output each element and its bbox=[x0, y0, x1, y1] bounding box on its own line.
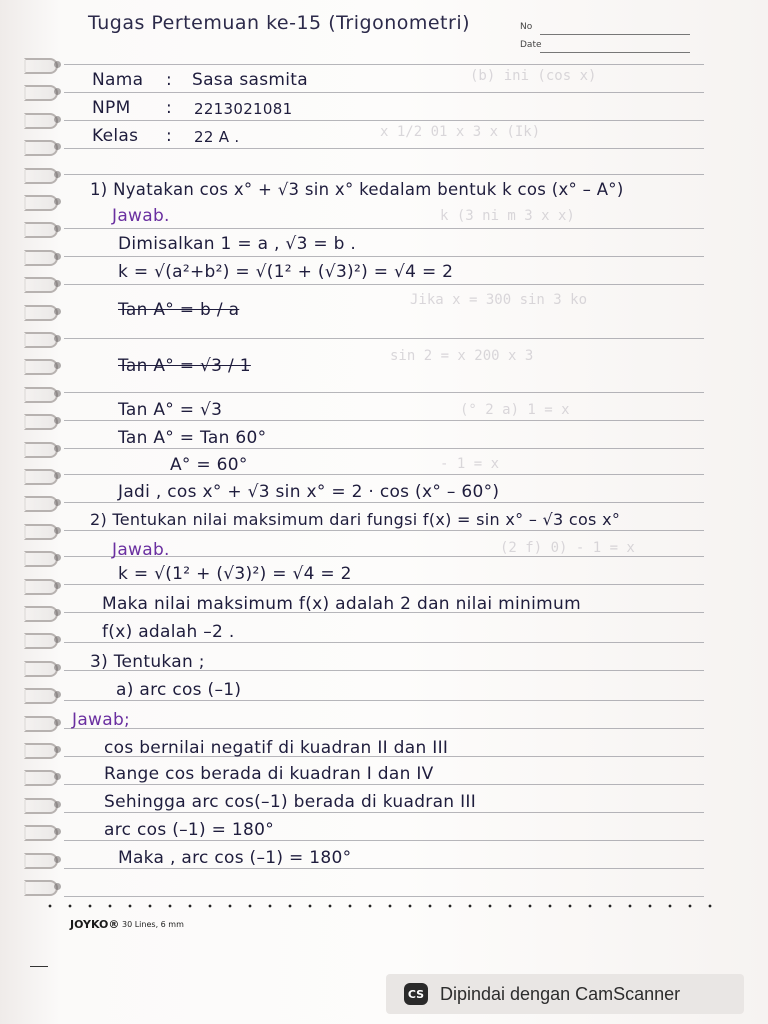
binding-hole bbox=[54, 609, 61, 616]
answer-line: A° = 60° bbox=[170, 455, 248, 475]
binding-hole bbox=[54, 445, 61, 452]
answer-line: Sehingga arc cos(–1) berada di kuadran III bbox=[104, 792, 477, 812]
binding-hole bbox=[54, 582, 61, 589]
binding-hole bbox=[54, 719, 61, 726]
date-label: Date bbox=[520, 40, 542, 50]
answer-line: Range cos berada di kuadran I dan IV bbox=[104, 764, 434, 784]
bleed-through-text: Jika x = 300 sin 3 ko bbox=[410, 292, 588, 308]
spiral-ring bbox=[24, 770, 58, 786]
binding-hole bbox=[54, 225, 61, 232]
spiral-ring bbox=[24, 140, 58, 156]
bleed-through-text: k (3 ni m 3 x x) bbox=[440, 208, 575, 224]
spiral-ring bbox=[24, 688, 58, 704]
spiral-ring bbox=[24, 442, 58, 458]
question-1: 1) Nyatakan cos x° + √3 sin x° kedalam bentuk k cos (x° – A°) bbox=[90, 180, 624, 199]
ruled-line bbox=[64, 896, 704, 897]
npm-label: NPM bbox=[92, 98, 131, 118]
binding-hole bbox=[54, 198, 61, 205]
ruled-line bbox=[64, 338, 704, 339]
binding-hole bbox=[54, 116, 61, 123]
binding-hole bbox=[54, 856, 61, 863]
spiral-ring bbox=[24, 853, 58, 869]
spiral-ring bbox=[24, 524, 58, 540]
ruled-line bbox=[64, 784, 704, 785]
binding-hole bbox=[54, 308, 61, 315]
spiral-ring bbox=[24, 551, 58, 567]
spiral-ring bbox=[24, 113, 58, 129]
ruled-line bbox=[64, 642, 704, 643]
answer-line: Tan A° = b / a bbox=[118, 300, 240, 320]
camscanner-icon: CS bbox=[404, 983, 428, 1005]
ruled-line bbox=[64, 700, 704, 701]
kelas-label: Kelas bbox=[92, 126, 139, 146]
colon: : bbox=[166, 70, 173, 90]
nama-value: Sasa sasmita bbox=[192, 70, 308, 90]
binding-hole bbox=[54, 691, 61, 698]
spiral-ring bbox=[24, 716, 58, 732]
spiral-ring bbox=[24, 606, 58, 622]
answer-line: Maka , arc cos (–1) = 180° bbox=[118, 848, 352, 868]
bleed-through-text: (2 f) 0) - 1 = x bbox=[500, 540, 635, 556]
spiral-binding bbox=[20, 40, 64, 900]
binding-hole bbox=[54, 883, 61, 890]
binding-hole bbox=[54, 143, 61, 150]
spiral-ring bbox=[24, 85, 58, 101]
colon: : bbox=[166, 126, 173, 146]
binding-hole bbox=[54, 88, 61, 95]
binding-hole bbox=[54, 527, 61, 534]
nama-label: Nama bbox=[92, 70, 144, 90]
kelas-value: 22 A . bbox=[194, 128, 240, 146]
binding-hole bbox=[54, 828, 61, 835]
spiral-ring bbox=[24, 387, 58, 403]
brand-logo: JOYKO® bbox=[70, 918, 120, 931]
paper-spec: 30 Lines, 6 mm bbox=[122, 920, 184, 929]
binding-hole bbox=[54, 280, 61, 287]
no-line bbox=[540, 34, 690, 35]
binding-hole bbox=[54, 472, 61, 479]
spiral-ring bbox=[24, 798, 58, 814]
binding-hole bbox=[54, 664, 61, 671]
page-title: Tugas Pertemuan ke-15 (Trigonometri) bbox=[88, 12, 471, 34]
binding-hole bbox=[54, 417, 61, 424]
spiral-ring bbox=[24, 633, 58, 649]
question-3: 3) Tentukan ; bbox=[90, 652, 205, 672]
answer-line: k = √(a²+b²) = √(1² + (√3)²) = √4 = 2 bbox=[118, 262, 454, 282]
spiral-ring bbox=[24, 579, 58, 595]
npm-value: 2213021081 bbox=[194, 100, 293, 118]
ruled-line bbox=[64, 92, 704, 93]
camscanner-text: Dipindai dengan CamScanner bbox=[440, 983, 681, 1004]
spiral-ring bbox=[24, 277, 58, 293]
answer-line: f(x) adalah –2 . bbox=[102, 622, 235, 642]
answer-line: Maka nilai maksimum f(x) adalah 2 dan nilai minimum bbox=[102, 594, 581, 614]
spiral-ring bbox=[24, 743, 58, 759]
binding-hole bbox=[54, 554, 61, 561]
bleed-through-text: sin 2 = x 200 x 3 bbox=[390, 348, 534, 364]
spiral-ring bbox=[24, 661, 58, 677]
colon: : bbox=[166, 98, 173, 118]
ruled-line bbox=[64, 502, 704, 503]
binding-hole bbox=[54, 636, 61, 643]
jawab-label: Jawab. bbox=[112, 540, 170, 560]
spiral-ring bbox=[24, 305, 58, 321]
spiral-ring bbox=[24, 332, 58, 348]
spiral-ring bbox=[24, 359, 58, 375]
ruled-line bbox=[64, 728, 704, 729]
answer-line: k = √(1² + (√3)²) = √4 = 2 bbox=[118, 564, 352, 584]
binding-hole bbox=[54, 746, 61, 753]
binding-hole bbox=[54, 499, 61, 506]
answer-line: Dimisalkan 1 = a , √3 = b . bbox=[118, 234, 357, 254]
perforation-dots bbox=[40, 904, 720, 908]
question-2: 2) Tentukan nilai maksimum dari fungsi f(x) = sin x° – √3 cos x° bbox=[90, 510, 621, 529]
bleed-through-text: (° 2 a) 1 = x bbox=[460, 402, 570, 418]
ruled-line bbox=[64, 64, 704, 65]
ruled-line bbox=[64, 812, 704, 813]
bleed-through-text: (b) ini (cos x) bbox=[470, 68, 597, 84]
ruled-line bbox=[64, 284, 704, 285]
camscanner-watermark bbox=[386, 974, 744, 1014]
ruled-line bbox=[64, 584, 704, 585]
ruled-line bbox=[64, 474, 704, 475]
binding-hole bbox=[54, 362, 61, 369]
binding-hole bbox=[54, 390, 61, 397]
ruled-line bbox=[64, 256, 704, 257]
answer-line: Tan A° = √3 / 1 bbox=[118, 356, 251, 376]
ruled-line bbox=[64, 120, 704, 121]
spiral-ring bbox=[24, 825, 58, 841]
spiral-ring bbox=[24, 250, 58, 266]
binding-hole bbox=[54, 253, 61, 260]
ruled-line bbox=[64, 448, 704, 449]
spiral-ring bbox=[24, 168, 58, 184]
ruled-line bbox=[64, 420, 704, 421]
ruled-line bbox=[64, 840, 704, 841]
answer-line: Tan A° = √3 bbox=[118, 400, 223, 420]
spiral-ring bbox=[24, 195, 58, 211]
bleed-through-text: x 1/2 01 x 3 x (Ik) bbox=[380, 124, 541, 140]
ruled-line bbox=[64, 148, 704, 149]
binding-hole bbox=[54, 773, 61, 780]
binding-hole bbox=[54, 61, 61, 68]
binding-hole bbox=[54, 171, 61, 178]
jawab-label: Jawab. bbox=[112, 206, 170, 226]
no-label: No bbox=[520, 22, 533, 32]
binding-hole bbox=[54, 801, 61, 808]
spiral-ring bbox=[24, 469, 58, 485]
binding-hole bbox=[54, 335, 61, 342]
spiral-ring bbox=[24, 414, 58, 430]
question-3a: a) arc cos (–1) bbox=[116, 680, 242, 700]
ruled-line bbox=[64, 530, 704, 531]
spiral-ring bbox=[24, 58, 58, 74]
ruled-line bbox=[64, 174, 704, 175]
ruled-line bbox=[64, 228, 704, 229]
spiral-ring bbox=[24, 222, 58, 238]
answer-line: Tan A° = Tan 60° bbox=[118, 428, 267, 448]
jawab-label: Jawab; bbox=[72, 710, 131, 730]
date-line bbox=[540, 52, 690, 53]
answer-line: arc cos (–1) = 180° bbox=[104, 820, 275, 840]
ruled-line bbox=[64, 868, 704, 869]
divider bbox=[30, 966, 48, 967]
spiral-ring bbox=[24, 880, 58, 896]
spiral-ring bbox=[24, 496, 58, 512]
answer-line: cos bernilai negatif di kuadran II dan III bbox=[104, 738, 449, 758]
bleed-through-text: - 1 = x bbox=[440, 456, 500, 472]
ruled-line bbox=[64, 392, 704, 393]
answer-line: Jadi , cos x° + √3 sin x° = 2 · cos (x° – 60°) bbox=[118, 482, 500, 502]
